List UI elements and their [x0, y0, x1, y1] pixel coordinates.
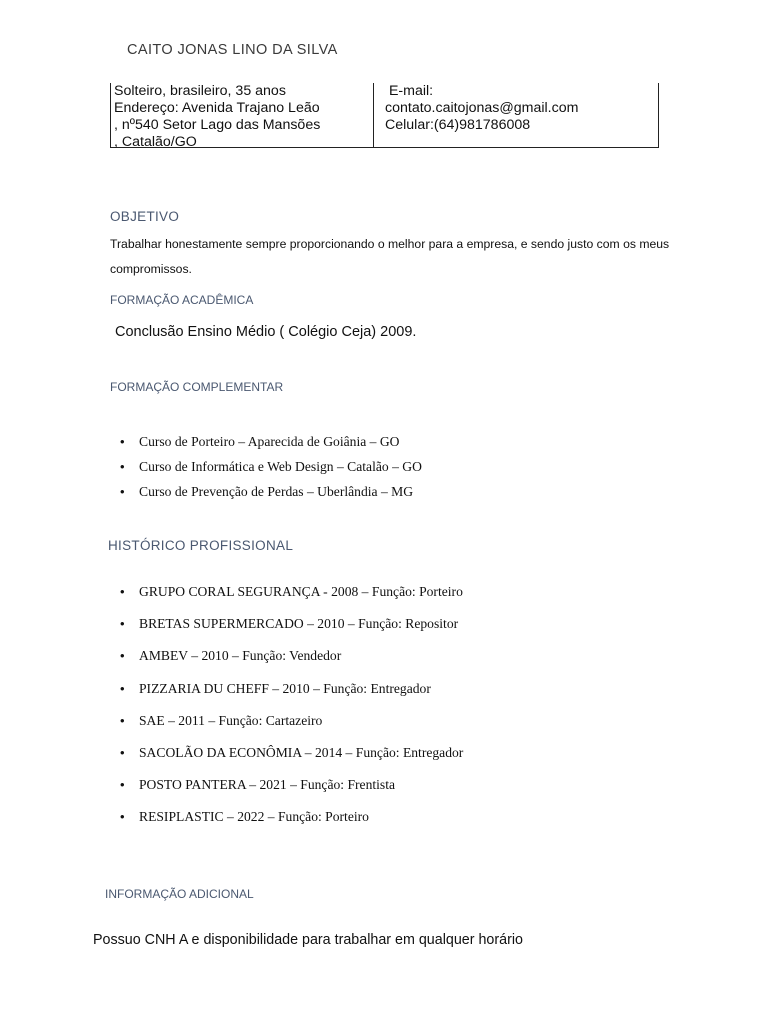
formacao-complementar-list [114, 433, 422, 508]
objetivo-text: Trabalhar honestamente sempre proporcionando o melhor para a empresa, e sendo justo com os meus compromissos. [110, 237, 670, 276]
historico-list [114, 583, 463, 841]
formacao-complementar-heading: FORMAÇÃO COMPLEMENTAR [110, 380, 284, 394]
list-item: • SACOLÃO DA ECONÔMIA – 2014 – Função: Entregador [114, 744, 463, 776]
list-item: • Curso de Porteiro – Aparecida de Goiânia – GO [114, 433, 422, 458]
personal-info: Solteiro, brasileiro, 35 anos Endereço: Avenida Trajano Leão , nº540 Setor Lago das Mansões , Catalão/GO [114, 83, 321, 150]
informacao-adicional-text: Possuo CNH A e disponibilidade para trabalhar em qualquer horário [93, 932, 523, 948]
list-item: • Curso de Informática e Web Design – Catalão – GO [114, 458, 422, 483]
list-item: • SAE – 2011 – Função: Cartazeiro [114, 712, 463, 744]
formacao-academica-heading: FORMAÇÃO ACADÊMICA [110, 293, 254, 307]
contact-table [110, 83, 659, 148]
list-item: • GRUPO CORAL SEGURANÇA - 2008 – Função: Porteiro [114, 583, 463, 615]
list-item: • RESIPLASTIC – 2022 – Função: Porteiro [114, 808, 463, 840]
list-item: • AMBEV – 2010 – Função: Vendedor [114, 647, 463, 679]
formacao-academica-text: Conclusão Ensino Médio ( Colégio Ceja) 2009. [115, 324, 417, 340]
historico-heading: HISTÓRICO PROFISSIONAL [108, 538, 294, 553]
informacao-adicional-heading: INFORMAÇÃO ADICIONAL [105, 887, 254, 901]
objetivo-heading: OBJETIVO [110, 209, 180, 224]
list-item: • POSTO PANTERA – 2021 – Função: Frentista [114, 776, 463, 808]
list-item: • BRETAS SUPERMERCADO – 2010 – Função: Repositor [114, 615, 463, 647]
candidate-name: CAITO JONAS LINO DA SILVA [127, 42, 338, 58]
list-item: • PIZZARIA DU CHEFF – 2010 – Função: Entregador [114, 680, 463, 712]
contact-divider [373, 83, 374, 148]
contact-info: E-mail: contato.caitojonas@gmail.com Celular:(64)981786008 [385, 83, 579, 133]
list-item: • Curso de Prevenção de Perdas – Uberlândia – MG [114, 483, 422, 508]
